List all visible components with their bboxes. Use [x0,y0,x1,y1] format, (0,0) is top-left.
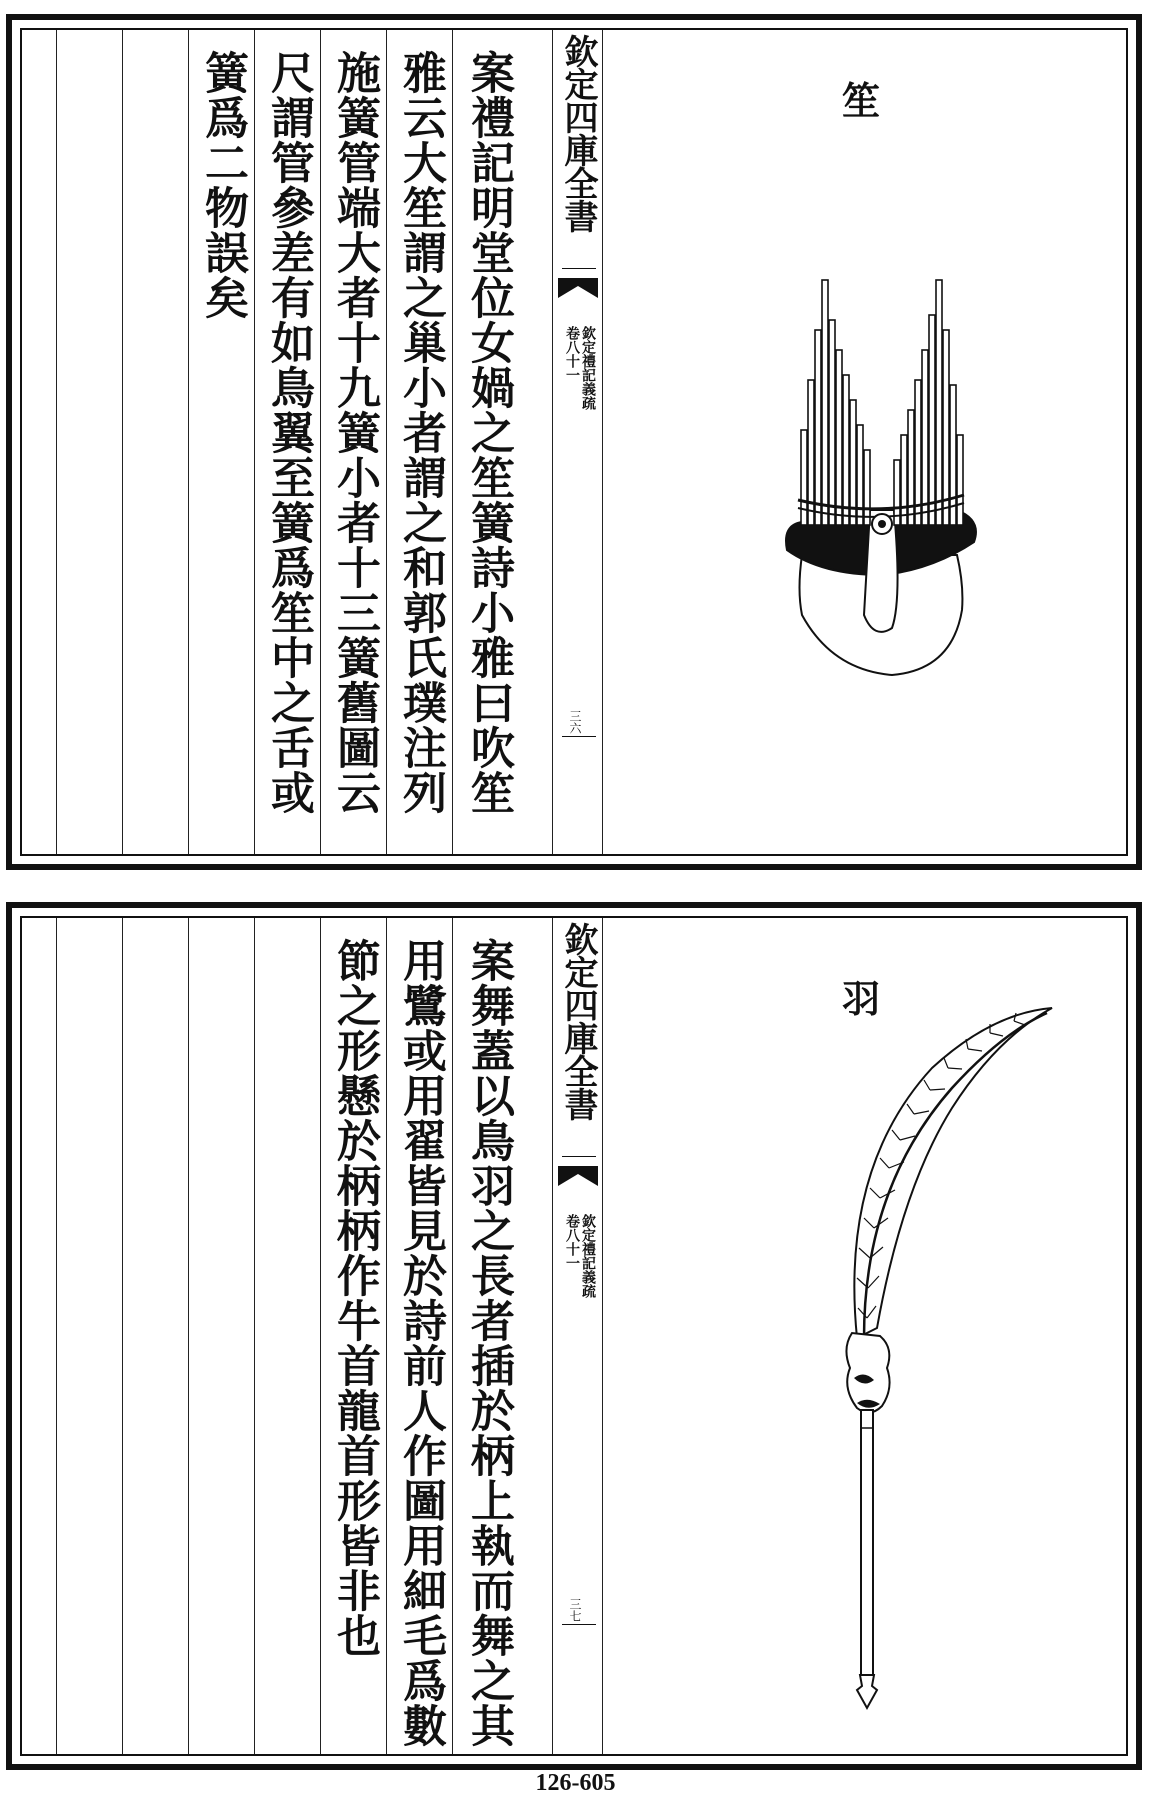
column-rule [386,30,387,854]
text-column-3: 施簧管端大者十九簧小者十三簧舊圖云 [329,50,380,815]
figure-caption: 笙 [842,78,881,123]
text-column-4: 尺謂管參差有如鳥翼至簧爲笙中之舌或 [263,50,314,815]
text-column-1: 案舞蓋以鳥羽之長者插於柄上執而舞之其 [463,938,514,1748]
column-rule [452,30,453,854]
page-panel-sheng [6,14,1142,870]
column-rule [254,30,255,854]
page-marker: 三六 [568,710,582,734]
text-column-3: 節之形懸於柄柄作牛首龍首形皆非也 [329,938,380,1658]
volume-label: 卷八十一 [564,326,580,382]
right-pipes [894,280,963,525]
left-pipes [801,280,870,525]
column-rule [602,918,603,1754]
volume-label: 卷八十一 [564,1214,580,1270]
fishtail-mark [554,1162,602,1202]
fishtail-mark [554,274,602,314]
banner-column [554,918,602,1754]
text-column-1: 案禮記明堂位女媧之笙簧詩小雅曰吹笙 [463,50,514,815]
inner-frame [20,916,1128,1756]
banner-divider [562,268,596,269]
book-subtitle: 欽定禮記義疏 [580,1214,596,1298]
column-rule [602,30,603,854]
text-column-5: 簧爲二物誤矣 [197,50,248,320]
column-rule [552,30,553,854]
column-rule [122,918,123,1754]
page-marker: 三七 [568,1598,582,1622]
text-column-2: 雅云大笙謂之巢小者謂之和郭氏璞注列 [395,50,446,815]
banner-divider [562,1624,596,1625]
column-rule [122,30,123,854]
column-rule [188,918,189,1754]
column-rule [320,918,321,1754]
figure-caption: 羽 [842,976,881,1021]
handle [861,1410,873,1675]
column-rule [320,30,321,854]
library-title: 欽定四庫全書 [558,34,598,232]
column-rule [56,30,57,854]
feather-illustration [602,918,1151,1758]
page-panel-yu [6,902,1142,1770]
sheng-illustration [602,30,1151,850]
figure-area [602,918,1126,1754]
column-rule [452,918,453,1754]
column-rule [188,30,189,854]
handle-tip [857,1675,877,1708]
column-rule [552,918,553,1754]
banner-column [554,30,602,854]
figure-area [602,30,1126,854]
banner-divider [562,1156,596,1157]
column-rule [386,918,387,1754]
folio-number: 126-605 [535,1770,616,1796]
library-title: 欽定四庫全書 [558,922,598,1120]
inner-frame [20,28,1128,856]
feather-vane [854,1008,1052,1338]
book-subtitle: 欽定禮記義疏 [580,326,596,410]
text-column-2: 用鷺或用翟皆見於詩前人作圖用細毛爲數 [395,938,446,1748]
column-rule [56,918,57,1754]
column-rule [254,918,255,1754]
banner-divider [562,736,596,737]
